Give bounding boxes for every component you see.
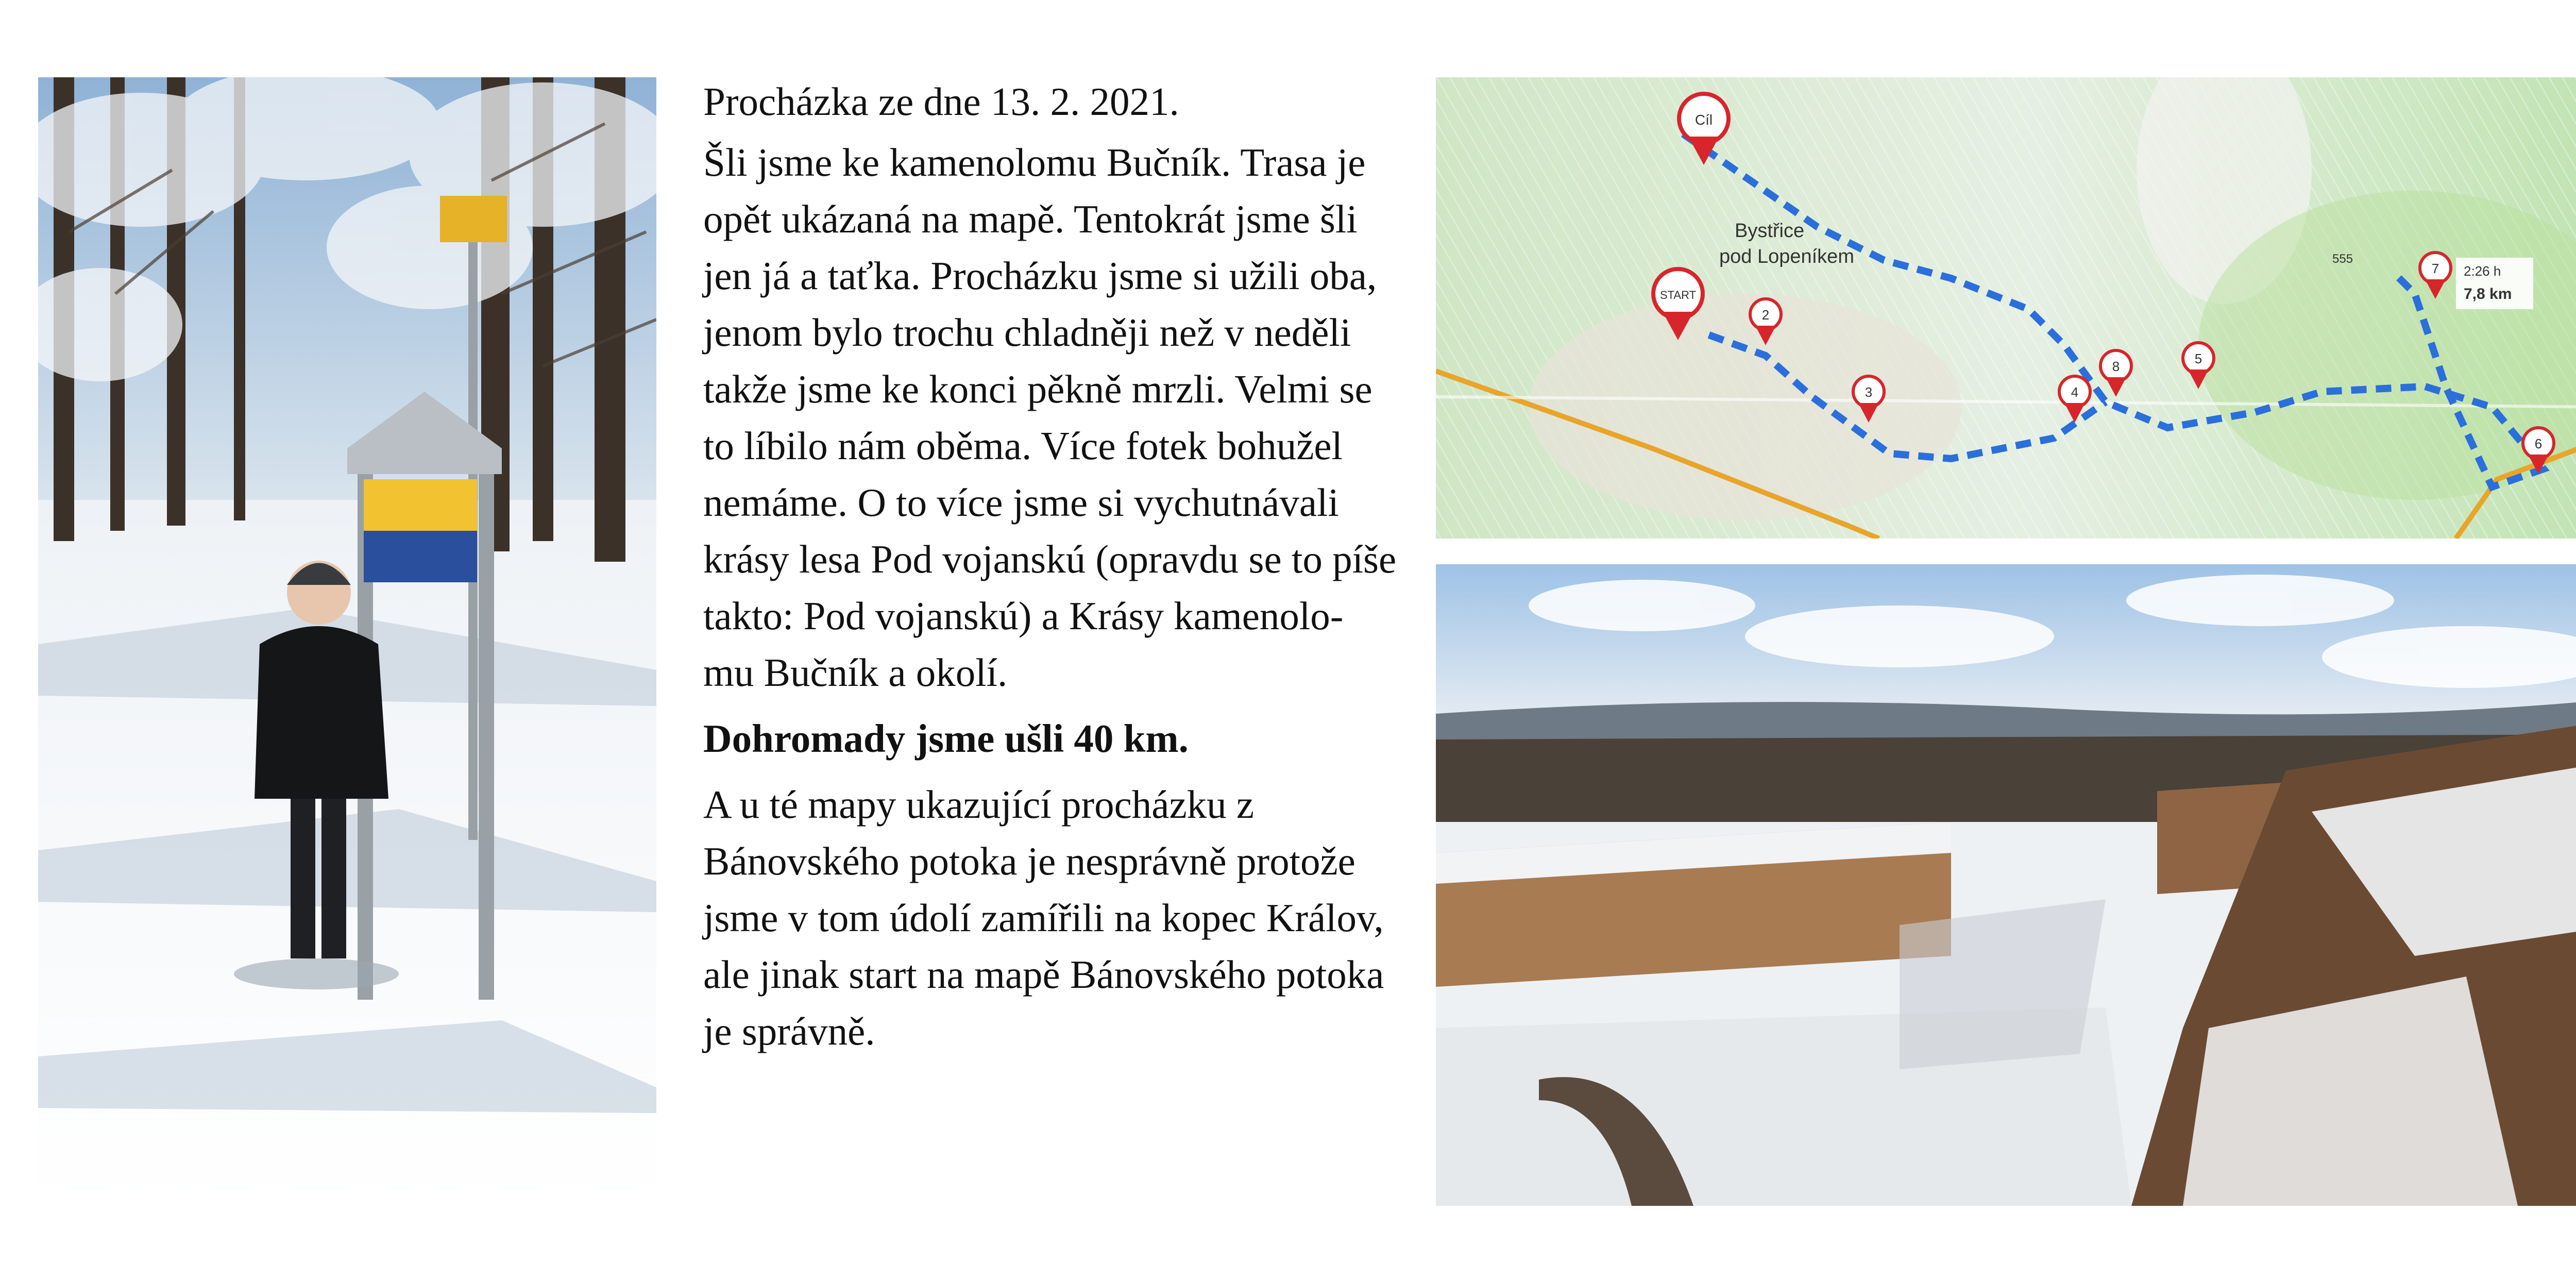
article-paragraph-1-part-2: mu Bučník a okolí. xyxy=(703,650,1008,695)
map-info-time: 2:26 h xyxy=(2464,263,2501,279)
article-total-distance: Dohromady jsme ušli 40 km. xyxy=(703,716,1189,761)
article-date-line: Procházka ze dne 13. 2. 2021. xyxy=(703,79,1179,124)
map-waypoint-7-label: 7 xyxy=(2431,261,2439,276)
map-elevation-label: 555 xyxy=(2332,252,2353,266)
map-waypoint-2-label: 2 xyxy=(1761,307,1770,323)
map-start-label: START xyxy=(1659,289,1697,301)
route-map xyxy=(1436,77,2576,539)
photo-quarry xyxy=(1436,564,2576,1206)
photo-route-map xyxy=(1436,77,2576,539)
map-finish-label: Cíl xyxy=(1694,112,1713,128)
article-paragraph-1 xyxy=(703,134,1404,701)
article-paragraph-2: A u té mapy ukazující procházku z Bánovského potoka je nesprávně protože jsme v tom údolí zamířili na kopec Králov, ale jinak start na mapě Bánovského potoka je správně. xyxy=(703,782,1384,1053)
map-town-line-2: pod Lopeníkem xyxy=(1719,246,1854,267)
map-info-box xyxy=(2456,258,2533,309)
quarry-illustration xyxy=(1436,564,2576,1206)
article-paragraph-1-part-1: Šli jsme ke kamenolomu Bučník. Trasa je opět ukázaná na mapě. Tentokrát jsme šli jen já a taťka. Procházku jsme si užili oba, jenom bylo trochu chladněji než v neděli takže jsme ke konci pěkně mrzli. Velmi se to líbilo nám oběma. Více fotek bohužel nemáme. O to více jsme si vychutnávali krásy lesa Pod vojanskú (opravdu se to píše takto: Pod vojanskú) a Krásy kamenolo- xyxy=(703,140,1397,638)
photo-snowy-forest-trail xyxy=(38,77,656,1206)
map-waypoint-6-label: 6 xyxy=(2534,436,2543,451)
snow-forest-illustration xyxy=(38,77,656,1206)
map-waypoint-4-label: 4 xyxy=(2071,384,2079,400)
map-waypoint-8-label: 8 xyxy=(2112,359,2120,374)
map-waypoint-3-label: 3 xyxy=(1865,384,1873,400)
map-town-line-1: Bystřice xyxy=(1735,220,1805,242)
map-waypoint-5-label: 5 xyxy=(2194,351,2202,366)
article-text xyxy=(703,73,1404,1060)
map-info-distance: 7,8 km xyxy=(2464,285,2512,302)
